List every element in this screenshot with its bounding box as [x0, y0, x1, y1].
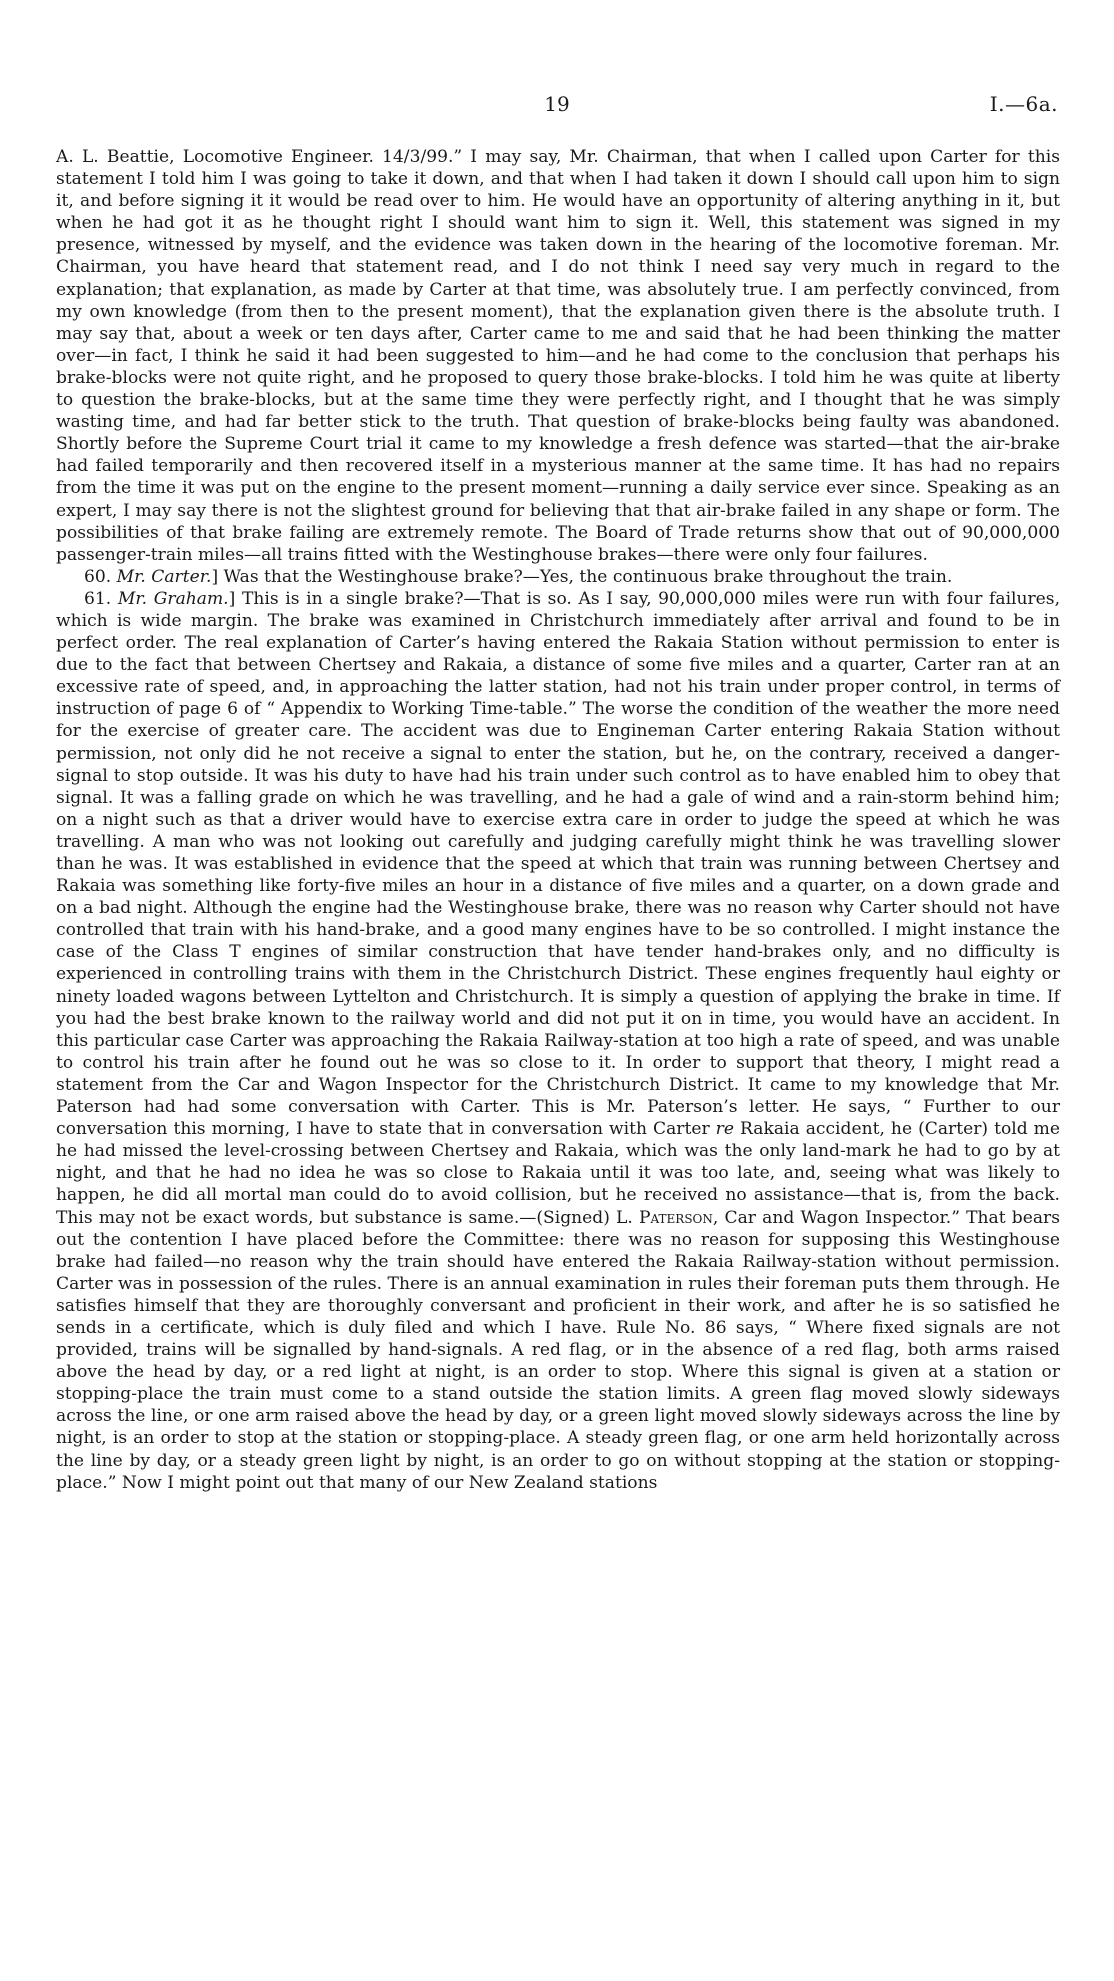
signatory-name: Paterson [639, 1207, 713, 1228]
page-number: 19 [544, 92, 570, 116]
speaker-name: Mr. Carter. [116, 566, 212, 587]
page-header [0, 92, 1114, 120]
page-reference: I.—6a. [989, 92, 1058, 116]
paragraph-text: ] Was that the Westinghouse brake?—Yes, the continuous brake throughout the train. [211, 566, 953, 587]
paragraph-text-part-a: ] This is in a single brake?—That is so. As I say, 90,000,000 miles were run with four failures, which is wide margin. The brake was examined in Christchurch immediately after arrival and found to be in perfect order. The real explanation of Carter’s having entered the Rakaia Station without permission to enter is due to the fact that between Chertsey and Rakaia, a distance of some five miles and a quarter, Carter ran at an excessive rate of speed, and, in approaching the latter station, had not his train under proper control, in terms of instruction of page 6 of “ Appendix to Working Time-table.” The worse the condition of the weather the more need for the exercise of greater care. The accident was due to Engineman Carter entering Rakaia Station without permission, not only did he not receive a signal to enter the station, but he, on the contrary, received a danger-signal to stop outside. It was his duty to have had his train under such control as to have enabled him to obey that signal. It was a falling grade on which he was travelling, and he had a gale of wind and a rain-storm behind him; on a night such as that a driver would have to exercise extra care in order to judge the speed at which he was travelling. A man who was not looking out carefully and judging carefully might think he was travelling slower than he was. It was established in evidence that the speed at which that train was running between Chertsey and Rakaia was something like forty-five miles an hour in a distance of five miles and a quarter, on a down grade and on a bad night. Although the engine had the Westinghouse brake, there was no reason why Carter should not have controlled that train with his hand-brake, and a good many engines have to be so controlled. I might instance the case of the Class T engines of similar construction that have tender hand-brakes only, and no difficulty is experienced in controlling trains with them in the Christchurch District. These engines frequently haul eighty or ninety loaded wagons between Lyttelton and Christchurch. It is simply a question of applying the brake in time. If you had the best brake known to the railway world and did not put it on in time, you would have an accident. In this particular case Carter was approaching the Rakaia Railway-station at too high a rate of speed, and was unable to control his train after he found out he was so close to it. In order to support that theory, I might read a statement from the Car and Wagon Inspector for the Christchurch District. It came to my knowledge that Mr. Paterson had had some conversation with Carter. This is Mr. Paterson’s letter. He says, “ Further to our conversation this morning, I have to state that in conversation with Carter [56, 588, 1061, 1140]
paragraph-text-part-c: , Car and Wagon Inspector.” That bears out the contention I have placed before the Committee: there was no reason for supposing this Westinghouse brake had failed—no reason why the train should have entered the Rakaia Railway-station without permission. Carter was in possession of the rules. There is an annual examination in rules their foreman puts them through. He satisfies himself that they are thoroughly conversant and proficient in their work, and after he is so satisfied he sends in a certificate, which is duly filed and which I have. Rule No. 86 says, “ Where fixed signals are not provided, trains will be signalled by hand-signals. A red flag, or in the absence of a red flag, both arms raised above the head by day, or a red light at night, is an order to stop. Where this signal is given at a station or stopping-place the train must come to a stand outside the station limits. A green flag moved slowly sideways across the line, or one arm raised above the head by day, or a green light moved slowly sideways across the line by night, is an order to stop at the station or stopping-place. A steady green flag, or one arm held horizontally across the line by day, or a steady green light by night, is an order to go on without stopping at the station or stopping-place.” Now I might point out that many of our New Zealand stations [56, 1207, 1060, 1493]
paragraph-question-61 [56, 588, 1060, 1494]
question-number: 60. [84, 566, 112, 587]
question-number: 61. [84, 588, 112, 609]
document-body [56, 146, 1060, 1494]
paragraph-continued-statement [56, 146, 1060, 566]
paragraph-text: A. L. Beattie, Locomotive Engineer. 14/3/99.” I may say, Mr. Chairman, that when I called upon Carter for this statement I told him I was going to take it down, and that when I had taken it down I should call upon him to sign it, and before signing it it would be read over to him. He would have an opportunity of altering anything in it, but when he had got it as he thought right I should want him to sign it. Well, this statement was signed in my presence, witnessed by myself, and the evidence was taken down in the hearing of the locomotive foreman. Mr. Chairman, you have heard that statement read, and I do not think I need say very much in regard to the explanation; that explanation, as made by Carter at that time, was absolutely true. I am perfectly convinced, from my own knowledge (from then to the present moment), that the explanation given there is the absolute truth. I may say that, about a week or ten days after, Carter came to me and said that he had been thinking the matter over—in fact, I think he said it had been suggested to him—and he had come to the conclusion that perhaps his brake-blocks were not quite right, and he proposed to query those brake-blocks. I told him he was quite at liberty to question the brake-blocks, but at the same time they were perfectly right, and I thought that he was simply wasting time, and had far better stick to the truth. That question of brake-blocks being faulty was abandoned. Shortly before the Supreme Court trial it came to my knowledge a fresh defence was started—that the air-brake had failed temporarily and then recovered itself in a mysterious manner at the same time. It has had no repairs from the time it was put on the engine to the present moment—running a daily service ever since. Speaking as an expert, I may say there is not the slightest ground for believing that that air-brake failed in any shape or form. The possibilities of that brake failing are extremely remote. The Board of Trade returns show that out of 90,000,000 passenger-train miles—all trains fitted with the Westinghouse brakes—there were only four failures. [56, 147, 1060, 565]
latin-re: re [715, 1119, 734, 1140]
paragraph-question-60 [56, 566, 1060, 588]
paragraph-text-part-b: Rakaia accident, he (Carter) told me he had missed the level-crossing between Chertsey and Rakaia, which was the only land-mark he had to go by at night, and that he had no idea he was so close to Rakaia until it was too late, and, seeing what was likely to happen, he did all mortal man could do to avoid collision, but he received no assistance—that is, from the back. This may not be exact words, but substance is same.—(Signed) L. [56, 1119, 1061, 1228]
speaker-name: Mr. Graham. [117, 588, 229, 609]
